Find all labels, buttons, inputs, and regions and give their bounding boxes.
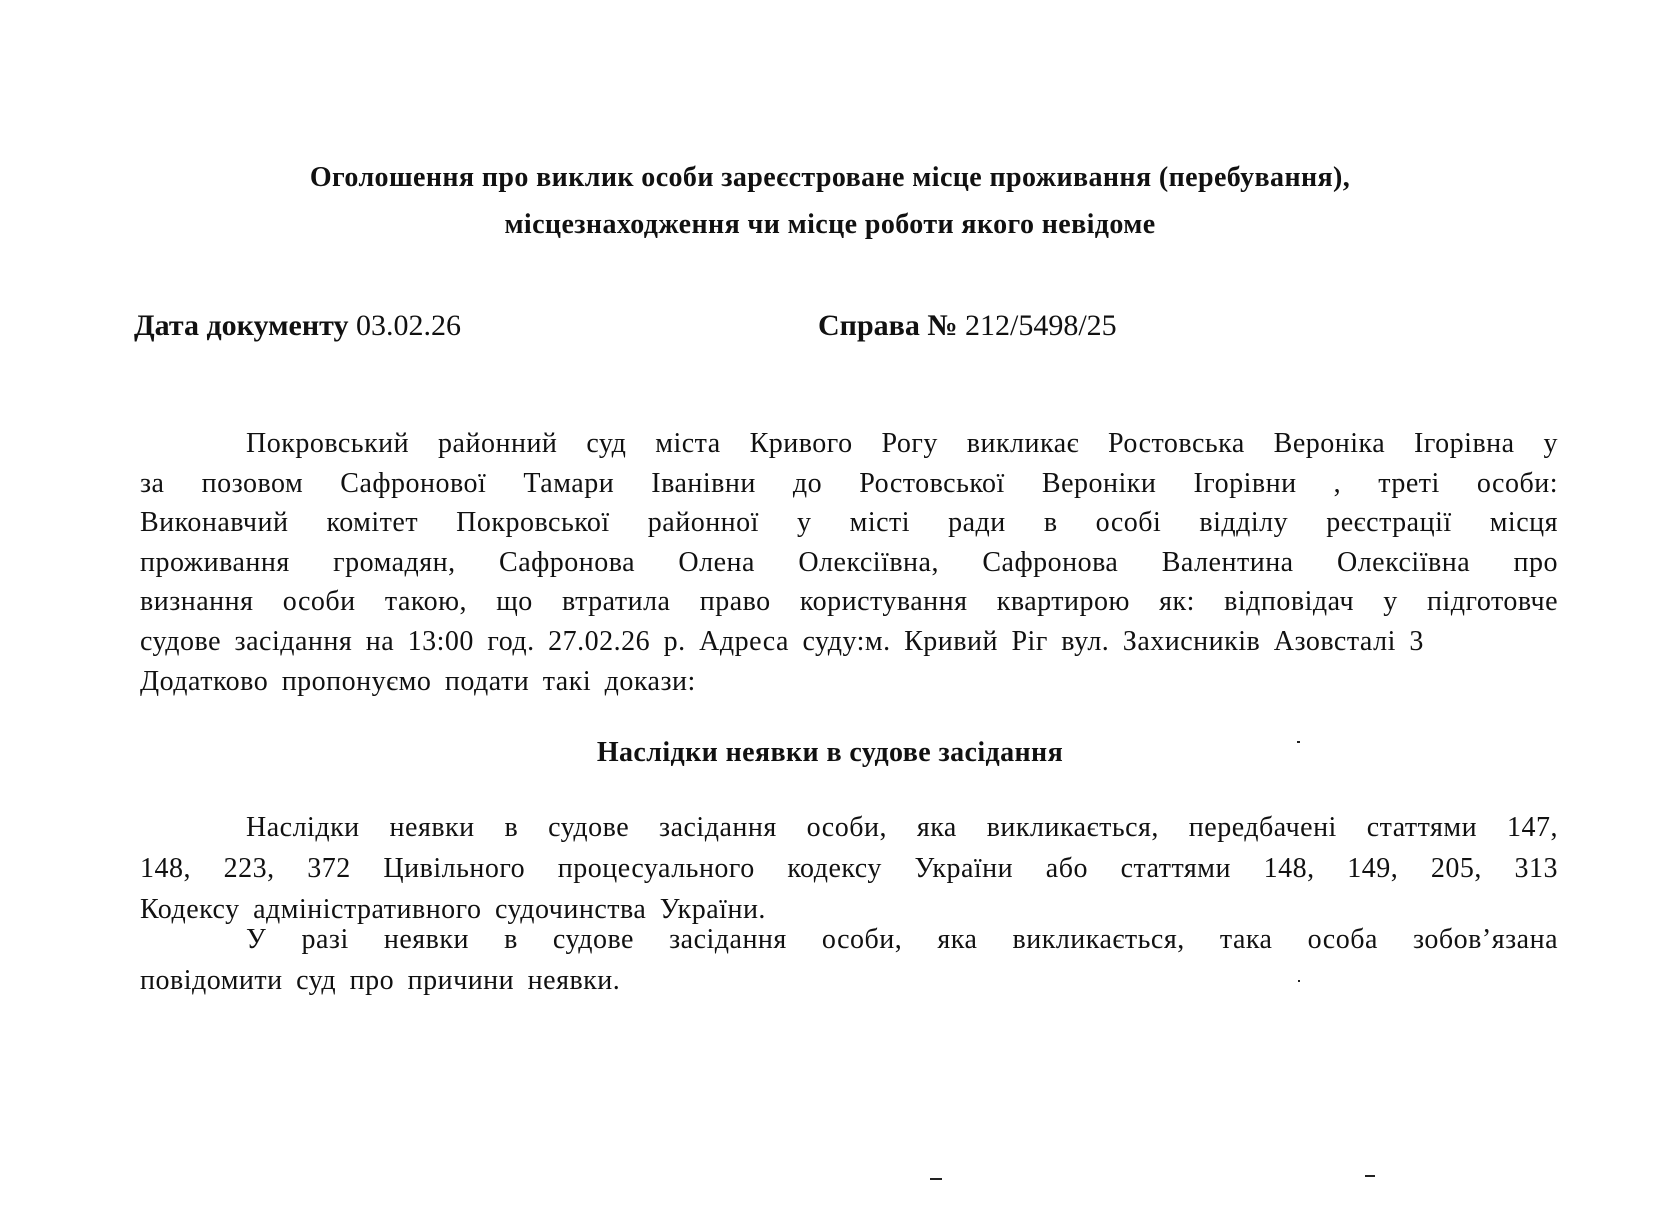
scan-speck (930, 1178, 942, 1180)
paragraph2-line-2: 148, 223, 372 Цивільного процесуального кодексу України або статтями 148, 149, 205, 313 (140, 853, 1558, 884)
paragraph3-line-2: повідомити суд про причини неявки. (140, 965, 621, 996)
case-value: 212/5498/25 (964, 309, 1117, 342)
date-value: 03.02.26 (355, 309, 461, 342)
date-label: Дата документу (134, 309, 349, 342)
case-number (818, 306, 1117, 346)
consequences-paragraph (140, 807, 1558, 930)
document-date (134, 306, 461, 346)
document-title (0, 154, 1660, 248)
consequences-heading: Наслідки неявки в судове засідання (596, 737, 1064, 768)
summons-paragraph (140, 424, 1558, 701)
paragraph1-line-7: Додатково пропонуємо подати такі докази: (140, 665, 696, 697)
title-line-1: Оголошення про виклик особи зареєстроване місце проживання (перебування), (309, 162, 1351, 193)
absence-notice-paragraph (140, 919, 1558, 1001)
paragraph1-line-6: судове засідання на 13:00 год. 27.02.26 р. Адреса суду:м. Кривий Ріг вул. Захисників Азовсталі 3 (140, 625, 1424, 657)
scan-speck (1297, 741, 1300, 743)
scan-speck (1298, 980, 1300, 982)
paragraph1-line-5: визнання особи такою, що втратила право користування квартирою як: відповідач у підготовче (140, 586, 1558, 618)
title-line-2: місцезнаходження чи місце роботи якого невідоме (504, 209, 1156, 240)
paragraph1-line-2: за позовом Сафронової Тамари Іванівни до Ростовської Вероніки Ігорівни , треті особи: (140, 467, 1558, 499)
paragraph1-line-3: Виконавчий комітет Покровської районної у місті ради в особі відділу реєстрації місця (140, 507, 1558, 539)
paragraph1-line-4: проживання громадян, Сафронова Олена Олексіївна, Сафронова Валентина Олексіївна про (140, 546, 1558, 578)
paragraph2-line-3: Кодексу адміністративного судочинства України. (140, 894, 766, 925)
paragraph3-line-1: У разі неявки в судове засідання особи, яка викликається, така особа зобов’язана (246, 924, 1558, 955)
paragraph2-line-1: Наслідки неявки в судове засідання особи, яка викликається, передбачені статтями 147, (246, 812, 1558, 843)
scan-speck (1365, 1175, 1375, 1177)
case-label: Справа № (818, 309, 958, 342)
paragraph1-line-1: Покровський районний суд міста Кривого Рогу викликає Ростовська Вероніка Ігорівна у (246, 428, 1558, 459)
